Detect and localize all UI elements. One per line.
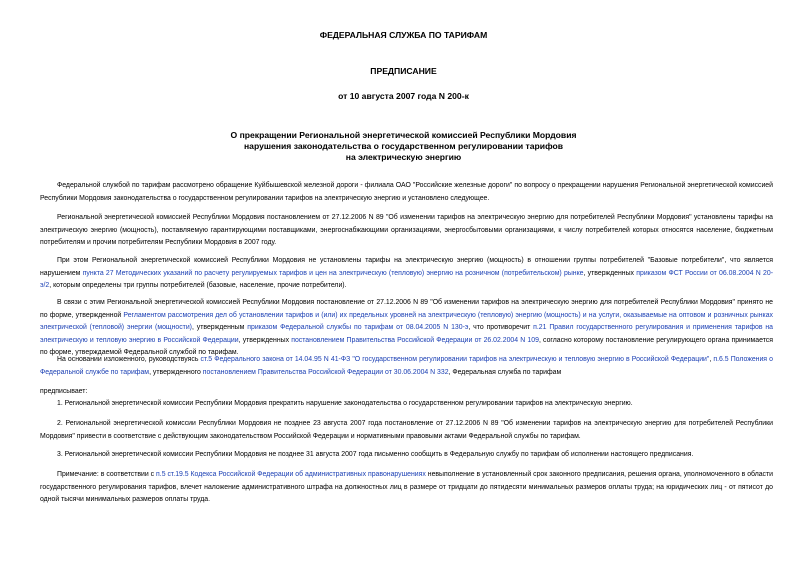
paragraph-text: На основании изложенного, руководствуясь: [57, 356, 201, 363]
document-title: [0, 130, 807, 163]
title-line: нарушения законодательства о государственном регулировании тарифов: [243, 141, 564, 151]
paragraph-text: , Федеральная служба по тарифам: [448, 368, 562, 376]
link-government-decree-332[interactable]: постановлением Правительства Российской Федерации от 30.06.2004 N 332: [202, 368, 449, 376]
agency-heading: ФЕДЕРАЛЬНАЯ СЛУЖБА ПО ТАРИФАМ: [319, 30, 488, 40]
link-methodical-guidelines[interactable]: пункта 27 Методических указаний по расчету регулируемых тарифов и цен на электрическую (тепловую) энергию на розничном (потребительском) рынке: [82, 269, 584, 277]
paragraph-text: , утвержденного: [149, 368, 203, 376]
link-regulation-fst[interactable]: п.6.5 Положения о Федеральной службе по тарифам: [40, 356, 773, 376]
link-government-decree-109[interactable]: постановлением Правительства Российской Федерации от 26.02.2004 N 109: [291, 336, 539, 344]
paragraph-tariffs: Региональной энергетической комиссией Республики Мордовия постановлением от 27.12.2006 N 89 "Об изменении тарифов на электрическую энергию для потребителей Республики Мордовия" установлены тарифы на электрическую энергию (мощность), поставляемую гарантирующими поставщиками, энергоснабжающими организациями, энергосбытовыми организациями, к числу потребителей которых относятся население, бюджетным потребителям и прочим потребителям Республики Мордовия в 2007 году.: [40, 214, 773, 246]
title-line: на электрическую энергию: [345, 152, 462, 162]
paragraph-note: [40, 469, 773, 507]
link-rules-p21[interactable]: п.21 Правил государственного регулирования и применения тарифов на электрическую и тепловую энергию в Российской Федерации: [40, 324, 773, 344]
paragraph-text: , согласно которому постановление регулирующего органа принимается по форме, утверждаемой Федеральной службой по тарифам.: [40, 336, 773, 356]
paragraph-item-3: 3. Региональной энергетической комиссии Республики Мордовия не позднее 31 августа 2007 года письменно сообщить в Федеральную службу по тарифам об исполнении настоящего предписания.: [57, 451, 694, 458]
paragraph-text: , утвержденных: [583, 269, 637, 277]
link-regulations[interactable]: Регламентом рассмотрения дел об установлении тарифов и (или) их предельных уровней на электрическую (тепловую) энергию (мощность) и на услуги, оказываемые на оптовом и розничных рынках электрической (тепловой) энергии (мощности): [40, 311, 773, 331]
paragraph-item-2: 2. Региональной энергетической комиссии Республики Мордовия не позднее 23 августа 2007 года постановление от 27.12.2006 N 89 "Об изменении тарифов на электрическую энергию для потребителей Республики Мордовия" привести в соответствие с действующим законодательством Российской Федерации и нормативными правовыми актами Федеральной службы по тарифам.: [40, 420, 773, 440]
paragraph-violation: [40, 255, 773, 293]
link-fst-order[interactable]: приказом ФСТ России от 06.08.2004 N 20-э/2: [40, 269, 773, 289]
link-federal-law[interactable]: ст.5 Федерального закона от 14.04.95 N 41-ФЗ "О государственном регулировании тарифов на электрическую и тепловую энергию в Российской Федерации": [200, 356, 710, 363]
title-line: О прекращении Региональной энергетической комиссией Республики Мордовия: [230, 130, 577, 140]
paragraph-form-violation: [40, 297, 773, 360]
paragraph-text: , которым определены три группы потребителей (базовые, население, прочие потребители).: [49, 282, 347, 289]
link-fst-order-130[interactable]: приказом Федеральной службы по тарифам от 08.04.2005 N 130-э: [247, 324, 469, 331]
paragraph-text: невыполнение в установленный срок законного предписания, решения органа, уполномоченного в области государственного регулирования тарифов, влечет наложение административного штрафа на должностных лиц в размере от тридцати до пятидесяти минимальных размеров оплаты труда; на юридических лиц - от пятисот до одной тысячи минимальных размеров оплаты труда.: [40, 471, 773, 503]
paragraph-basis: [40, 354, 773, 379]
paragraph-item-1: 1. Региональной энергетической комиссии Республики Мордовия прекратить нарушение законодательства о государственном регулировании тарифов на электрическую энергию.: [57, 400, 633, 407]
link-admin-code[interactable]: п.5 ст.19.5 Кодекса Российской Федерации об административных правонарушениях: [156, 471, 426, 478]
paragraph-text: Примечание: в соответствии с: [57, 471, 157, 478]
paragraph-text: , что противоречит: [468, 324, 534, 331]
paragraph-prescribes: предписывает:: [40, 388, 88, 395]
document-type-heading: ПРЕДПИСАНИЕ: [370, 66, 437, 76]
paragraph-intro: Федеральной службой по тарифам рассмотрено обращение Куйбышевской железной дороги - филиала ОАО "Российские железные дороги" по вопросу о прекращении нарушения Региональной энергетической комиссией Республики Мордовия законодательства о государственном регулировании тарифов на электрическую энергию и установлено следующее.: [40, 182, 773, 202]
document-date-number: от 10 августа 2007 года N 200-к: [338, 91, 469, 101]
paragraph-text: При этом Региональной энергетической комиссией Республики Мордовия не установлены тарифы на электрическую энергию (мощность) в отношении группы потребителей "Базовые потребители", что является нарушением: [40, 257, 773, 277]
paragraph-text: , утвержденным: [191, 324, 248, 331]
paragraph-text: В связи с этим Региональной энергетической комиссией Республики Мордовия постановление от 27.12.2006 N 89 "Об изменении тарифов на электрическую энергию для потребителей Республики Мордовия" принято не по форме, утвержденной: [40, 299, 773, 319]
paragraph-text: , утвержденных: [238, 336, 292, 344]
paragraph-text: ,: [709, 356, 714, 363]
